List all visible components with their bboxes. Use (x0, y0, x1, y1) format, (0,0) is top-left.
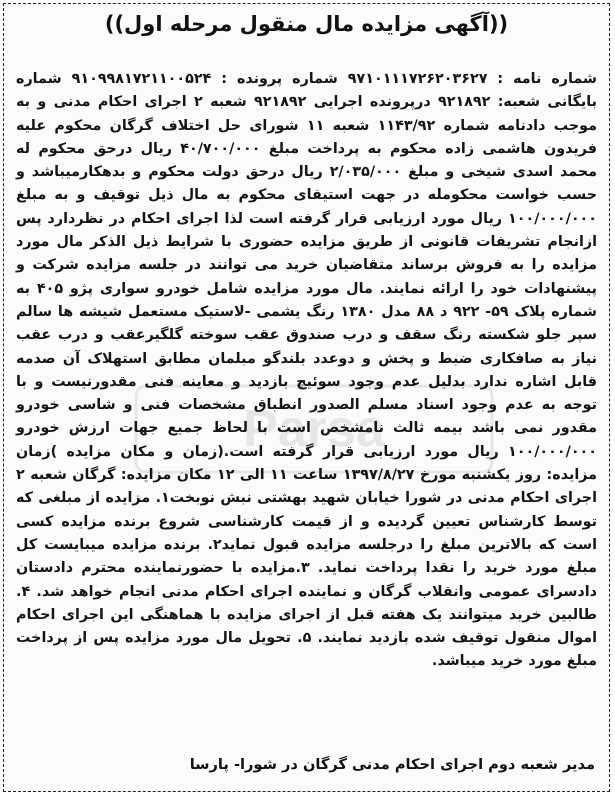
notice-title: ((آگهی مزایده مال منقول مرحله اول)) (104, 12, 509, 36)
signature-line: مدیر شعبه دوم اجرای احکام مدنی گرگان در شورا- پارسا (189, 756, 595, 773)
auction-notice (3, 3, 610, 792)
svg-text:Parsa: Parsa (243, 400, 385, 458)
notice-body: شماره نامه : ۹۷۱۰۱۱۱۷۲۶۲۰۳۶۲۷ شماره پرونده : ۹۱۰۹۹۸۱۷۲۱۱۰۰۵۲۴ شماره بایگانی شعبه: ۹۲۱۸۹۲ درپرونده اجرایی ۹۲۱۸۹۲ شعبه ۲ اجرای احکام مدنی و به موجب دادنامه شماره ۱۱۴۳/۹۲ شعبه ۱۱ شورای حل اختلاف گرگان محکوم علیه فریدون هاشمی زاده محکوم به پرداخت مبلغ ۴۰/۷۰۰/۰۰۰ ریال درحق محکوم له محمد اسدی شیخی و مبلغ ۲/۰۳۵/۰۰۰ ریال درحق دولت محکوم و بدهکارمیباشد و حسب خواست محکومله در جهت استیفای محکوم به مال ذیل توقیف و به مبلغ ۱۰۰/۰۰۰/۰۰۰ ریال مورد ارزیابی قرار گرفته است لذا اجرای احکام در نظردارد پس ازانجام تشریفات قانونی از طریق مزایده حضوری با شرایط ذیل الذکر مال مورد مزایده را به فروش برساند متقاضیان خرید می توانند در جلسه مزایده شرکت و پیشنهادات خود را ارائه نمایند. مال مورد مزایده شامل خودرو سواری پژو ۴۰۵ به شماره پلاک ۵۹- ۹۲۲ د ۸۸ مدل ۱۳۸۰ رنگ یشمی -لاستیک مستعمل شیشه ها سالم سپر جلو شکسته رنگ سقف و درب صندوق عقب سوخته گلگیرعقب و درب عقب نیاز به صافکاری ضبط و پخش و دوعدد بلندگو مبلمان مطابق استهلاک آن صدمه قابل اشاره ندارد بدلیل عدم وجود سوئیچ بازدید و معاینه فنی مقدورنیست و با توجه به عدم وجود اسناد مسلم الصدور انطباق مشخصات فنی و شاسی خودرو مقدور نمی باشد بیمه ثالث نامشخص است با لحاظ جمیع جهات ارزش خودرو ۱۰۰/۰۰۰/۰۰۰ ریال مورد ارزیابی قرار گرفته است.(زمان و مکان مزایده )زمان مزایده: روز یکشنبه مورخ ۱۳۹۷/۸/۲۷ ساعت ۱۱ الی ۱۲ مکان مزایده: گرگان شعبه ۲ اجرای احکام مدنی در شورا خیابان شهید بهشتی نبش نوبخت۱. مزایده از مبلغی که توسط کارشناس تعیین گردیده و از قیمت کارشناسی شروع برنده مزایده کسی است که بالاترین مبلغ را درجلسه مزایده قبول نماید۲. برنده مزایده میبایست کل مبلغ مورد خرید را نقدا پرداخت نماید. ۳.مزایده با حضورنماینده محترم دادستان دادسرای عمومی وانقلاب گرگان و نماینده اجرای احکام مدنی انجام خواهد شد. ۴. طالبین خرید میتوانند یک هفته قبل از اجرای مزایده با هماهنگی این اجرای احکام اموال منقول توقیف شده بازدید نمایند. ۵. تحویل مال مورد مزایده پس از پرداخت مبلغ مورد خرید میباشد. (16, 71, 598, 670)
